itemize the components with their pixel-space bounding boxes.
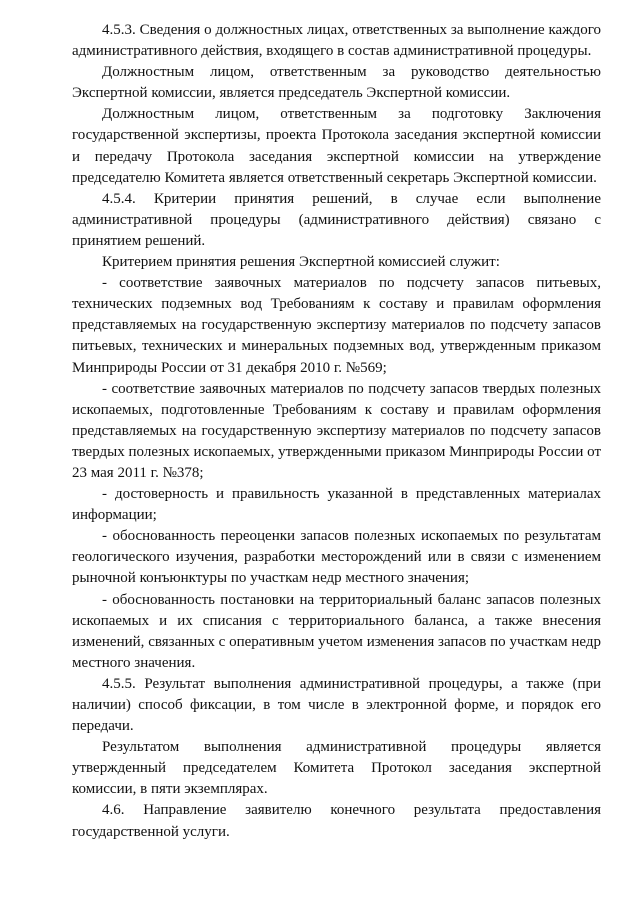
paragraph-responsible-secretary: Должностным лицом, ответственным за подготовку Заключения государственной экспертизы, проекта Протокола заседания экспертной комиссии и передачу Протокола заседания экспертной комиссии на утверждение председателю Комитета является ответственный секретарь Экспертной комиссии. (72, 106, 601, 186)
paragraph-4-6: 4.6. Направление заявителю конечного результата предоставления государственной услуги. (72, 802, 601, 840)
paragraph-4-5-5: 4.5.5. Результат выполнения административной процедуры, а также (при наличии) способ фиксации, в том числе в электронной форме, и порядок его передачи. (72, 675, 601, 735)
list-item-balance: - обоснованность постановки на территориальный баланс запасов полезных ископаемых и их списания с территориального баланса, а также внесения изменений, связанных с оперативным учетом изменения запасов по участкам недр местного значения. (72, 591, 601, 671)
paragraph-4-5-4: 4.5.4. Критерии принятия решений, в случае если выполнение административной процедуры (административного действия) связано с принятием решений. (72, 190, 601, 249)
list-item-reliability: - достоверность и правильность указанной в представленных материалах информации; (72, 486, 601, 524)
list-item-reassessment: - обоснованность переоценки запасов полезных ископаемых по результатам геологического изучения, разработки месторождений или в связи с изменением рыночной конъюнктуры по участкам недр местного значения; (72, 528, 601, 587)
paragraph-responsible-chair: Должностным лицом, ответственным за руководство деятельностью Экспертной комиссии, является председатель Экспертной комиссии. (72, 64, 601, 102)
list-item-solid-minerals: - соответствие заявочных материалов по подсчету запасов твердых полезных ископаемых, подготовленные Требованиям к составу и правилам оформления представляемых на государственную экспертизу материалов по подсчету запасов твердых полезных ископаемых, утвержденными приказом Минприроды России от 23 мая 2011 г. №378; (72, 380, 601, 481)
page-body (72, 20, 601, 843)
paragraph-result: Результатом выполнения административной процедуры является утвержденный председателем Комитета Протокол заседания экспертной комиссии, в пяти экземплярах. (72, 739, 601, 798)
list-item-groundwater: - соответствие заявочных материалов по подсчету запасов питьевых, технических подземных вод Требованиям к составу и правилам оформления представляемых на государственную экспертизу материалов по подсчету запасов питьевых, технических и минеральных подземных вод, утвержденным приказом Минприроды России от 31 декабря 2010 г. №569; (72, 275, 601, 376)
paragraph-decision-criterion: Критерием принятия решения Экспертной комиссией служит: (102, 254, 500, 271)
paragraph-4-5-3: 4.5.3. Сведения о должностных лицах, ответственных за выполнение каждого административного действия, входящего в состав административной процедуры. (72, 22, 601, 60)
